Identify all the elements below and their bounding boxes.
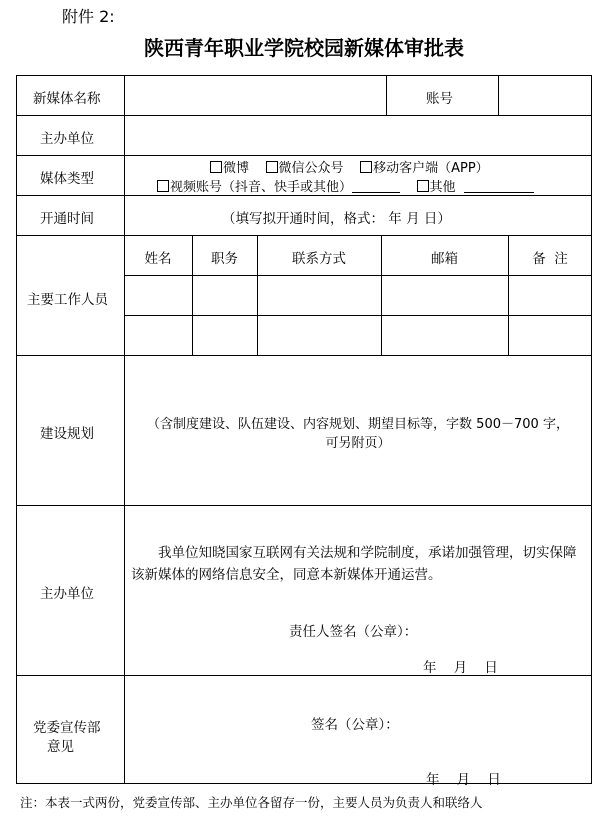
checkbox-video[interactable]	[157, 180, 169, 192]
open-time-hint: （填写拟开通时间，格式： 年 月 日）	[222, 211, 451, 227]
wechat-option-label: 微信公众号	[278, 161, 344, 176]
app-option-label: 移动客户端（APP）	[373, 161, 489, 176]
staff-label: 主要工作人员	[27, 292, 108, 308]
video-option-label: 视频账号（抖音、快手或其他）	[170, 180, 353, 195]
weibo-option-label: 微博	[223, 161, 250, 176]
host-date: 年 月 日	[423, 660, 498, 676]
weibo-option[interactable]	[210, 161, 249, 176]
app-option[interactable]	[360, 161, 489, 176]
party-opinion-label-line1: 党委宣传部	[33, 720, 101, 736]
party-date: 年 月 日	[426, 772, 501, 788]
staff-header-contact: 联系方式	[292, 251, 346, 267]
form-title: 陕西青年职业学院校园新媒体审批表	[144, 36, 464, 60]
checkbox-app[interactable]	[360, 161, 372, 173]
checkbox-weibo[interactable]	[210, 161, 222, 173]
plan-label: 建设规划	[40, 426, 94, 442]
host-unit-label: 主办单位	[40, 131, 94, 147]
account-label: 账号	[426, 91, 453, 107]
host-unit-approval-label: 主办单位	[40, 586, 94, 602]
media-type-options-row1	[210, 157, 489, 176]
staff-header-position: 职务	[211, 251, 238, 267]
media-name-label: 新媒体名称	[33, 91, 101, 107]
plan-hint-line2: 可另附页）	[325, 436, 391, 451]
media-type-label: 媒体类型	[40, 171, 94, 187]
staff-header-email: 邮箱	[431, 251, 458, 267]
media-type-options-row2	[157, 176, 534, 195]
footnote: 注：本表一式两份，党委宣传部、主办单位各留存一份，主要人员为负责人和联络人	[20, 795, 483, 810]
party-opinion-label-line2: 意见	[47, 739, 74, 755]
other-option[interactable]	[417, 180, 456, 195]
party-signature-label: 签名（公章）：	[311, 717, 399, 733]
host-signature-label: 责任人签名（公章）：	[289, 624, 418, 640]
staff-header-remarks: 备 注	[532, 251, 568, 267]
other-blank[interactable]	[464, 192, 534, 193]
staff-header-name: 姓名	[144, 251, 172, 267]
attachment-label: 附件 2:	[62, 7, 115, 26]
video-blank[interactable]	[352, 192, 400, 193]
checkbox-wechat[interactable]	[266, 161, 278, 173]
host-statement: 我单位知晓国家互联网有关法规和学院制度，承诺加强管理，切实保障该新媒体的网络信息安全，同意本新媒体开通运营。	[131, 545, 577, 583]
other-option-label: 其他	[429, 180, 456, 195]
checkbox-other[interactable]	[417, 180, 429, 192]
wechat-option[interactable]	[266, 161, 344, 176]
plan-hint-line1: （含制度建设、队伍建设、内容规划、期望目标等，字数 500－700 字，	[147, 417, 569, 432]
video-option[interactable]	[157, 180, 352, 195]
open-time-label: 开通时间	[40, 211, 94, 227]
